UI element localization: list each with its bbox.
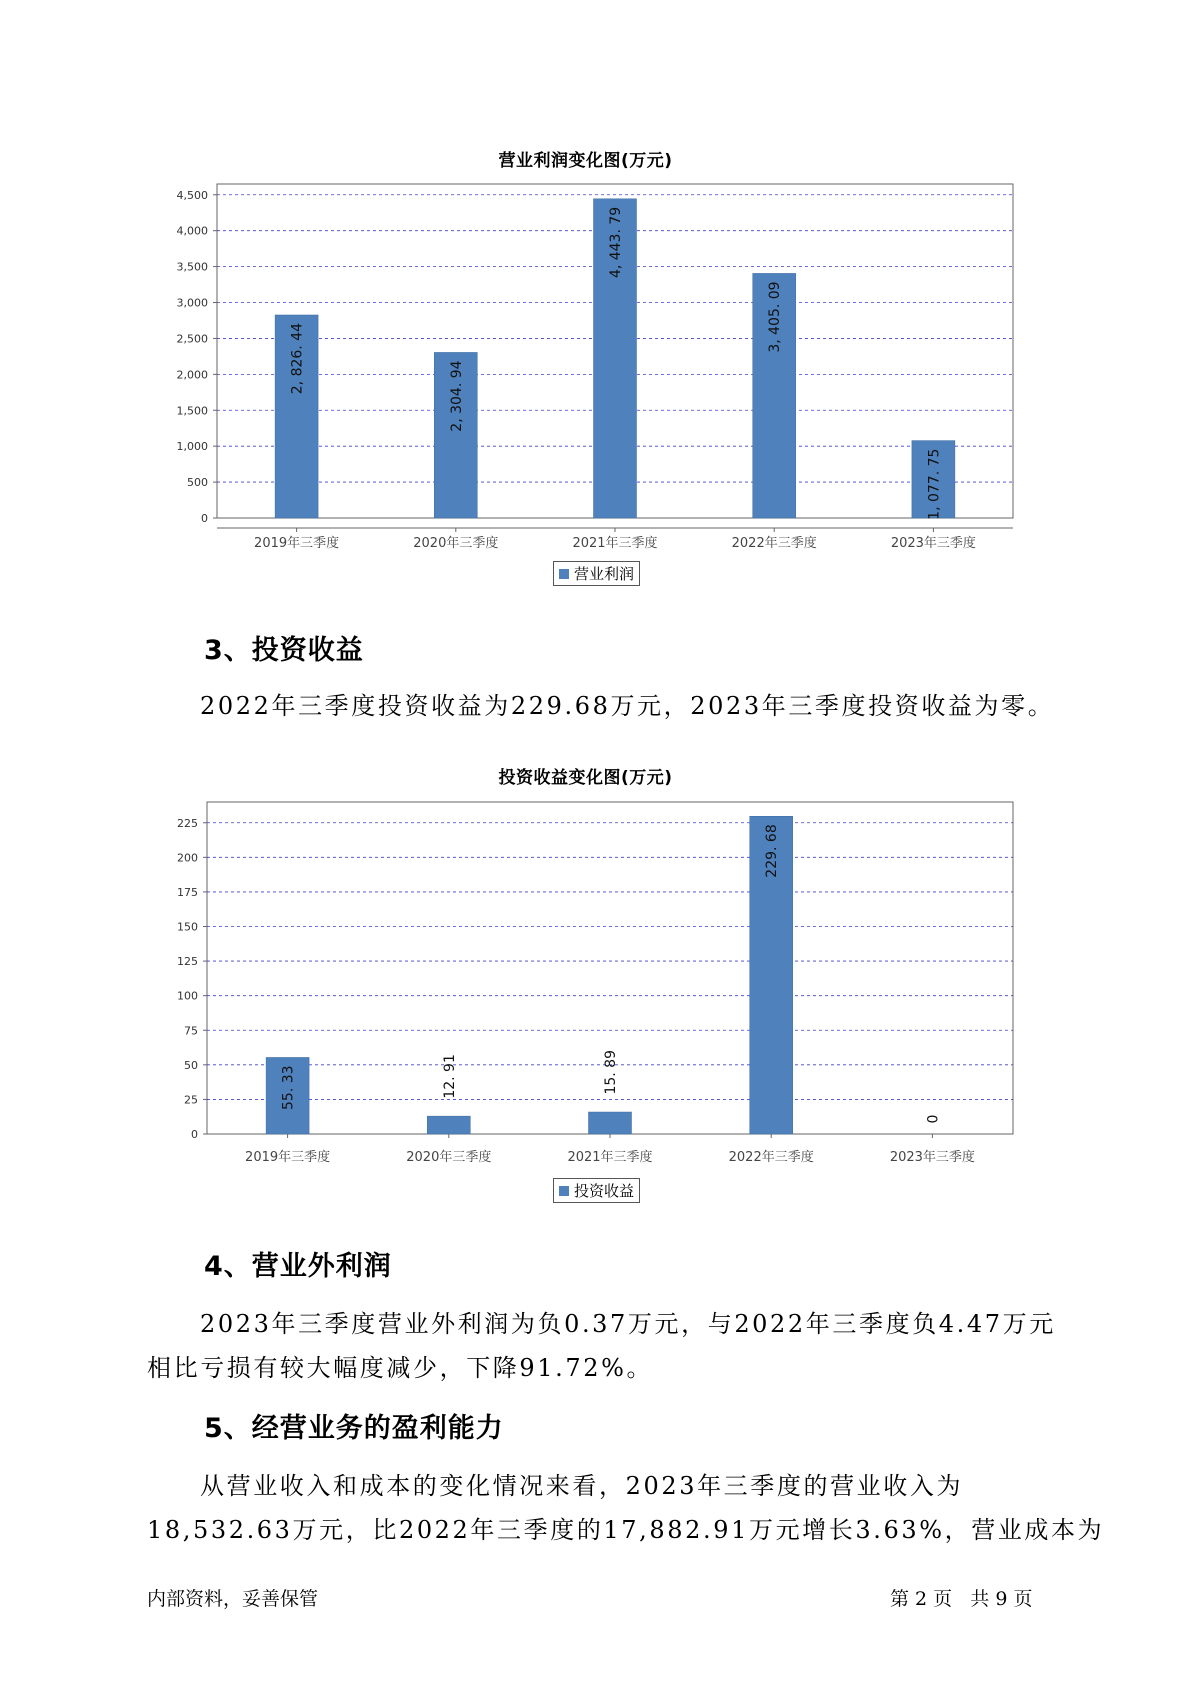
y-tick-label: 50 — [184, 1058, 198, 1072]
x-tick-label: 2019年三季度 — [245, 1150, 331, 1165]
data-label: 4, 443. 79 — [608, 206, 624, 279]
legend-label: 营业利润 — [574, 565, 635, 583]
chart-legend-operating-profit — [553, 561, 640, 586]
y-tick-label: 3,000 — [176, 296, 208, 310]
y-tick-label: 25 — [184, 1093, 198, 1107]
investment-income-chart — [0, 700, 1191, 1220]
y-tick-label: 175 — [177, 885, 198, 899]
legend-swatch — [559, 569, 569, 579]
y-tick-label: 3,500 — [176, 260, 208, 274]
data-label: 12. 91 — [441, 1054, 458, 1099]
paragraph-line: 2023年三季度营业外利润为负0.37万元，与2022年三季度负4.47万元 — [200, 1310, 1056, 1338]
y-tick-label: 1,000 — [176, 440, 208, 454]
y-tick-label: 1,500 — [176, 404, 208, 418]
chart-legend-investment-income — [553, 1178, 640, 1203]
footer-confidential: 内部资料，妥善保管 — [147, 1588, 319, 1610]
y-tick-label: 200 — [177, 851, 198, 865]
y-tick-label: 0 — [191, 1128, 198, 1141]
legend-label: 投资收益 — [574, 1182, 635, 1200]
data-label: 2, 826. 44 — [289, 322, 306, 395]
y-tick-label: 2,500 — [176, 332, 208, 346]
y-tick-label: 75 — [184, 1024, 198, 1038]
bar — [427, 1116, 470, 1134]
data-label: 0 — [925, 1114, 942, 1124]
paragraph-line: 2022年三季度投资收益为229.68万元，2023年三季度投资收益为零。 — [200, 692, 1055, 720]
y-tick-label: 100 — [177, 989, 198, 1003]
data-label: 2, 304. 94 — [448, 360, 465, 432]
y-tick-label: 225 — [177, 816, 198, 830]
data-label: 3, 405. 09 — [767, 281, 784, 353]
y-tick-label: 4,000 — [176, 224, 208, 238]
x-tick-label: 2022年三季度 — [731, 536, 817, 551]
paragraph-line: 18,532.63万元，比2022年三季度的17,882.91万元增长3.63%，营业成本为 — [147, 1516, 1105, 1544]
bar — [589, 1112, 632, 1134]
data-label: 229. 68 — [764, 824, 781, 878]
section-heading-non-operating-profit: 4、营业外利润 — [204, 1251, 392, 1282]
data-label: 15. 89 — [603, 1050, 619, 1095]
y-tick-label: 4,500 — [176, 188, 208, 202]
x-tick-label: 2020年三季度 — [406, 1150, 492, 1165]
legend-swatch — [559, 1186, 569, 1196]
data-label: 1, 077. 75 — [926, 448, 943, 520]
x-tick-label: 2021年三季度 — [567, 1150, 653, 1165]
x-tick-label: 2020年三季度 — [413, 536, 499, 551]
x-tick-label: 2022年三季度 — [728, 1150, 814, 1165]
y-tick-label: 0 — [201, 512, 208, 525]
y-tick-label: 125 — [177, 955, 198, 969]
data-label: 55. 33 — [280, 1065, 297, 1110]
y-tick-label: 2,000 — [176, 368, 208, 382]
x-tick-label: 2023年三季度 — [890, 536, 976, 551]
x-tick-label: 2019年三季度 — [254, 536, 340, 551]
paragraph-line: 相比亏损有较大幅度减少，下降91.72%。 — [147, 1354, 654, 1382]
y-tick-label: 500 — [187, 476, 208, 490]
x-tick-label: 2021年三季度 — [572, 536, 658, 551]
chart-title-operating-profit: 营业利润变化图(万元) — [498, 151, 673, 171]
footer-page-number: 第 2 页 共 9 页 — [890, 1588, 1033, 1610]
section-heading-profitability: 5、经营业务的盈利能力 — [204, 1413, 504, 1444]
x-tick-label: 2023年三季度 — [889, 1150, 975, 1165]
y-tick-label: 150 — [177, 920, 198, 934]
section-heading-investment-income: 3、投资收益 — [204, 635, 364, 666]
paragraph-line: 从营业收入和成本的变化情况来看，2023年三季度的营业收入为 — [200, 1472, 964, 1500]
chart-title-investment-income: 投资收益变化图(万元) — [498, 768, 673, 788]
operating-profit-chart — [0, 0, 1191, 600]
